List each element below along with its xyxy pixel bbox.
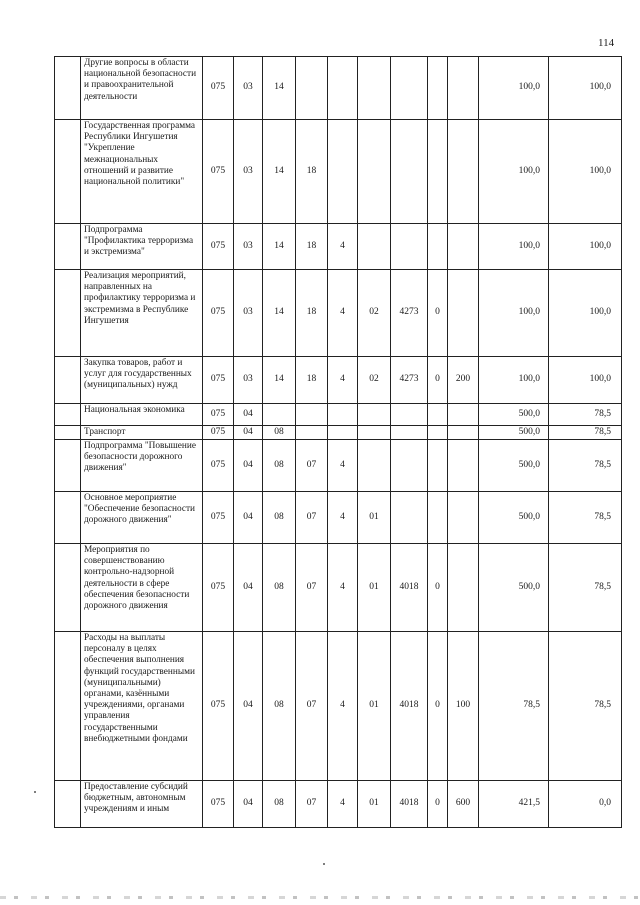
code-cell (428, 426, 448, 440)
table-row (55, 57, 622, 120)
table-row (55, 781, 622, 828)
code-cell: 07 (296, 440, 328, 492)
budget-table (54, 56, 622, 828)
code-cell: 01 (358, 544, 391, 632)
table-row (55, 632, 622, 781)
code-cell: 075 (203, 781, 234, 828)
code-cell: 08 (263, 492, 296, 544)
amount-actual-cell: 78,5 (549, 404, 622, 426)
code-cell: 08 (263, 544, 296, 632)
code-cell: 4018 (391, 632, 428, 781)
amount-actual-cell: 100,0 (549, 270, 622, 357)
code-cell: 4273 (391, 357, 428, 404)
code-cell (428, 224, 448, 270)
code-cell: 18 (296, 270, 328, 357)
code-cell: 0 (428, 632, 448, 781)
code-cell: 4 (328, 357, 358, 404)
code-cell (428, 492, 448, 544)
item-name-cell: Другие вопросы в области национальной безопасности и правоохранительной деятельности (81, 57, 203, 120)
code-cell: 04 (234, 632, 263, 781)
code-cell (328, 426, 358, 440)
code-cell: 0 (428, 544, 448, 632)
code-cell: 04 (234, 404, 263, 426)
code-cell: 04 (234, 544, 263, 632)
code-cell (263, 404, 296, 426)
amount-actual-cell: 78,5 (549, 632, 622, 781)
row-number-cell (55, 57, 81, 120)
row-number-cell (55, 781, 81, 828)
code-cell: 075 (203, 544, 234, 632)
code-cell (428, 440, 448, 492)
code-cell: 14 (263, 224, 296, 270)
code-cell (391, 120, 428, 224)
code-cell: 03 (234, 270, 263, 357)
item-name-cell: Государственная программа Республики Ингушетия "Укрепление межнациональных отношений и развитие национальной политики" (81, 120, 203, 224)
item-name-cell: Реализация мероприятий, направленных на профилактику терроризма и экстремизма в Республике Ингушетия (81, 270, 203, 357)
code-cell (448, 224, 479, 270)
item-name-cell: Национальная экономика (81, 404, 203, 426)
code-cell: 18 (296, 357, 328, 404)
row-number-cell (55, 404, 81, 426)
code-cell: 04 (234, 440, 263, 492)
code-cell (428, 404, 448, 426)
code-cell (391, 492, 428, 544)
code-cell: 04 (234, 426, 263, 440)
code-cell (391, 404, 428, 426)
amount-planned-cell: 500,0 (479, 440, 549, 492)
amount-actual-cell: 100,0 (549, 224, 622, 270)
code-cell: 075 (203, 440, 234, 492)
item-name-cell: Подпрограмма "Повышение безопасности дорожного движения" (81, 440, 203, 492)
amount-actual-cell: 100,0 (549, 57, 622, 120)
row-number-cell (55, 544, 81, 632)
code-cell: 4018 (391, 781, 428, 828)
code-cell: 4 (328, 440, 358, 492)
table-row (55, 357, 622, 404)
code-cell: 08 (263, 632, 296, 781)
amount-planned-cell: 100,0 (479, 57, 549, 120)
table-row (55, 492, 622, 544)
code-cell: 01 (358, 781, 391, 828)
code-cell (391, 440, 428, 492)
code-cell: 4 (328, 544, 358, 632)
amount-actual-cell: 0,0 (549, 781, 622, 828)
code-cell (391, 224, 428, 270)
amount-planned-cell: 100,0 (479, 270, 549, 357)
code-cell: 07 (296, 781, 328, 828)
table-row (55, 120, 622, 224)
code-cell: 4 (328, 224, 358, 270)
code-cell: 07 (296, 544, 328, 632)
row-number-cell (55, 426, 81, 440)
code-cell: 01 (358, 632, 391, 781)
amount-actual-cell: 100,0 (549, 120, 622, 224)
code-cell (296, 426, 328, 440)
table-row (55, 440, 622, 492)
code-cell: 14 (263, 57, 296, 120)
item-name-cell: Подпрограмма "Профилактика терроризма и экстремизма" (81, 224, 203, 270)
amount-planned-cell: 100,0 (479, 120, 549, 224)
code-cell (296, 57, 328, 120)
code-cell (448, 270, 479, 357)
code-cell (358, 57, 391, 120)
code-cell: 14 (263, 120, 296, 224)
code-cell: 18 (296, 224, 328, 270)
code-cell: 075 (203, 224, 234, 270)
amount-actual-cell: 78,5 (549, 426, 622, 440)
code-cell: 02 (358, 357, 391, 404)
code-cell: 14 (263, 357, 296, 404)
amount-planned-cell: 100,0 (479, 357, 549, 404)
code-cell: 075 (203, 632, 234, 781)
scan-speck (34, 791, 36, 793)
code-cell: 4 (328, 632, 358, 781)
code-cell (358, 224, 391, 270)
table-row (55, 224, 622, 270)
code-cell: 04 (234, 781, 263, 828)
item-name-cell: Основное мероприятие "Обеспечение безопасности дорожного движения" (81, 492, 203, 544)
row-number-cell (55, 224, 81, 270)
code-cell: 075 (203, 120, 234, 224)
code-cell: 075 (203, 492, 234, 544)
code-cell (448, 544, 479, 632)
amount-planned-cell: 500,0 (479, 404, 549, 426)
code-cell: 08 (263, 426, 296, 440)
code-cell (391, 57, 428, 120)
code-cell (448, 492, 479, 544)
code-cell: 4 (328, 781, 358, 828)
code-cell (391, 426, 428, 440)
code-cell: 01 (358, 492, 391, 544)
code-cell: 075 (203, 426, 234, 440)
amount-planned-cell: 100,0 (479, 224, 549, 270)
code-cell (358, 426, 391, 440)
code-cell: 14 (263, 270, 296, 357)
code-cell (328, 120, 358, 224)
scan-speck (323, 863, 325, 865)
code-cell: 075 (203, 57, 234, 120)
row-number-cell (55, 632, 81, 781)
code-cell (448, 440, 479, 492)
code-cell (448, 57, 479, 120)
code-cell: 4018 (391, 544, 428, 632)
code-cell (428, 120, 448, 224)
amount-planned-cell: 421,5 (479, 781, 549, 828)
page-number: 114 (598, 37, 615, 49)
item-name-cell: Транспорт (81, 426, 203, 440)
code-cell: 07 (296, 632, 328, 781)
row-number-cell (55, 120, 81, 224)
item-name-cell: Закупка товаров, работ и услуг для государственных (муниципальных) нужд (81, 357, 203, 404)
table-row (55, 426, 622, 440)
code-cell (358, 120, 391, 224)
amount-planned-cell: 78,5 (479, 632, 549, 781)
code-cell: 03 (234, 120, 263, 224)
code-cell (448, 426, 479, 440)
row-number-cell (55, 270, 81, 357)
code-cell (428, 57, 448, 120)
table-row (55, 404, 622, 426)
code-cell: 08 (263, 781, 296, 828)
code-cell: 0 (428, 781, 448, 828)
code-cell: 02 (358, 270, 391, 357)
code-cell: 18 (296, 120, 328, 224)
code-cell: 03 (234, 357, 263, 404)
table-body (55, 57, 622, 828)
item-name-cell: Предоставление субсидий бюджетным, автономным учреждениям и иным (81, 781, 203, 828)
amount-actual-cell: 100,0 (549, 357, 622, 404)
code-cell: 075 (203, 270, 234, 357)
amount-actual-cell: 78,5 (549, 440, 622, 492)
item-name-cell: Мероприятия по совершенствованию контрольно-надзорной деятельности в сфере обеспечения безопасности дорожного движения (81, 544, 203, 632)
code-cell: 0 (428, 270, 448, 357)
code-cell: 4273 (391, 270, 428, 357)
code-cell: 4 (328, 270, 358, 357)
scan-edge-artifact (0, 896, 640, 899)
code-cell: 075 (203, 357, 234, 404)
row-number-cell (55, 440, 81, 492)
code-cell: 03 (234, 224, 263, 270)
row-number-cell (55, 492, 81, 544)
code-cell (448, 404, 479, 426)
code-cell (358, 440, 391, 492)
code-cell: 03 (234, 57, 263, 120)
code-cell: 4 (328, 492, 358, 544)
amount-planned-cell: 500,0 (479, 544, 549, 632)
code-cell (296, 404, 328, 426)
code-cell (328, 404, 358, 426)
code-cell: 600 (448, 781, 479, 828)
code-cell (358, 404, 391, 426)
amount-planned-cell: 500,0 (479, 492, 549, 544)
code-cell: 0 (428, 357, 448, 404)
amount-actual-cell: 78,5 (549, 544, 622, 632)
row-number-cell (55, 357, 81, 404)
code-cell: 100 (448, 632, 479, 781)
code-cell (448, 120, 479, 224)
amount-actual-cell: 78,5 (549, 492, 622, 544)
code-cell: 075 (203, 404, 234, 426)
code-cell: 07 (296, 492, 328, 544)
table-row (55, 270, 622, 357)
code-cell: 08 (263, 440, 296, 492)
code-cell (328, 57, 358, 120)
amount-planned-cell: 500,0 (479, 426, 549, 440)
code-cell: 04 (234, 492, 263, 544)
code-cell: 200 (448, 357, 479, 404)
table-row (55, 544, 622, 632)
item-name-cell: Расходы на выплаты персоналу в целях обеспечения выполнения функций государственными (муниципальными) органами, казёнными учреждениями, органами управления государственными внебюджетными фондами (81, 632, 203, 781)
